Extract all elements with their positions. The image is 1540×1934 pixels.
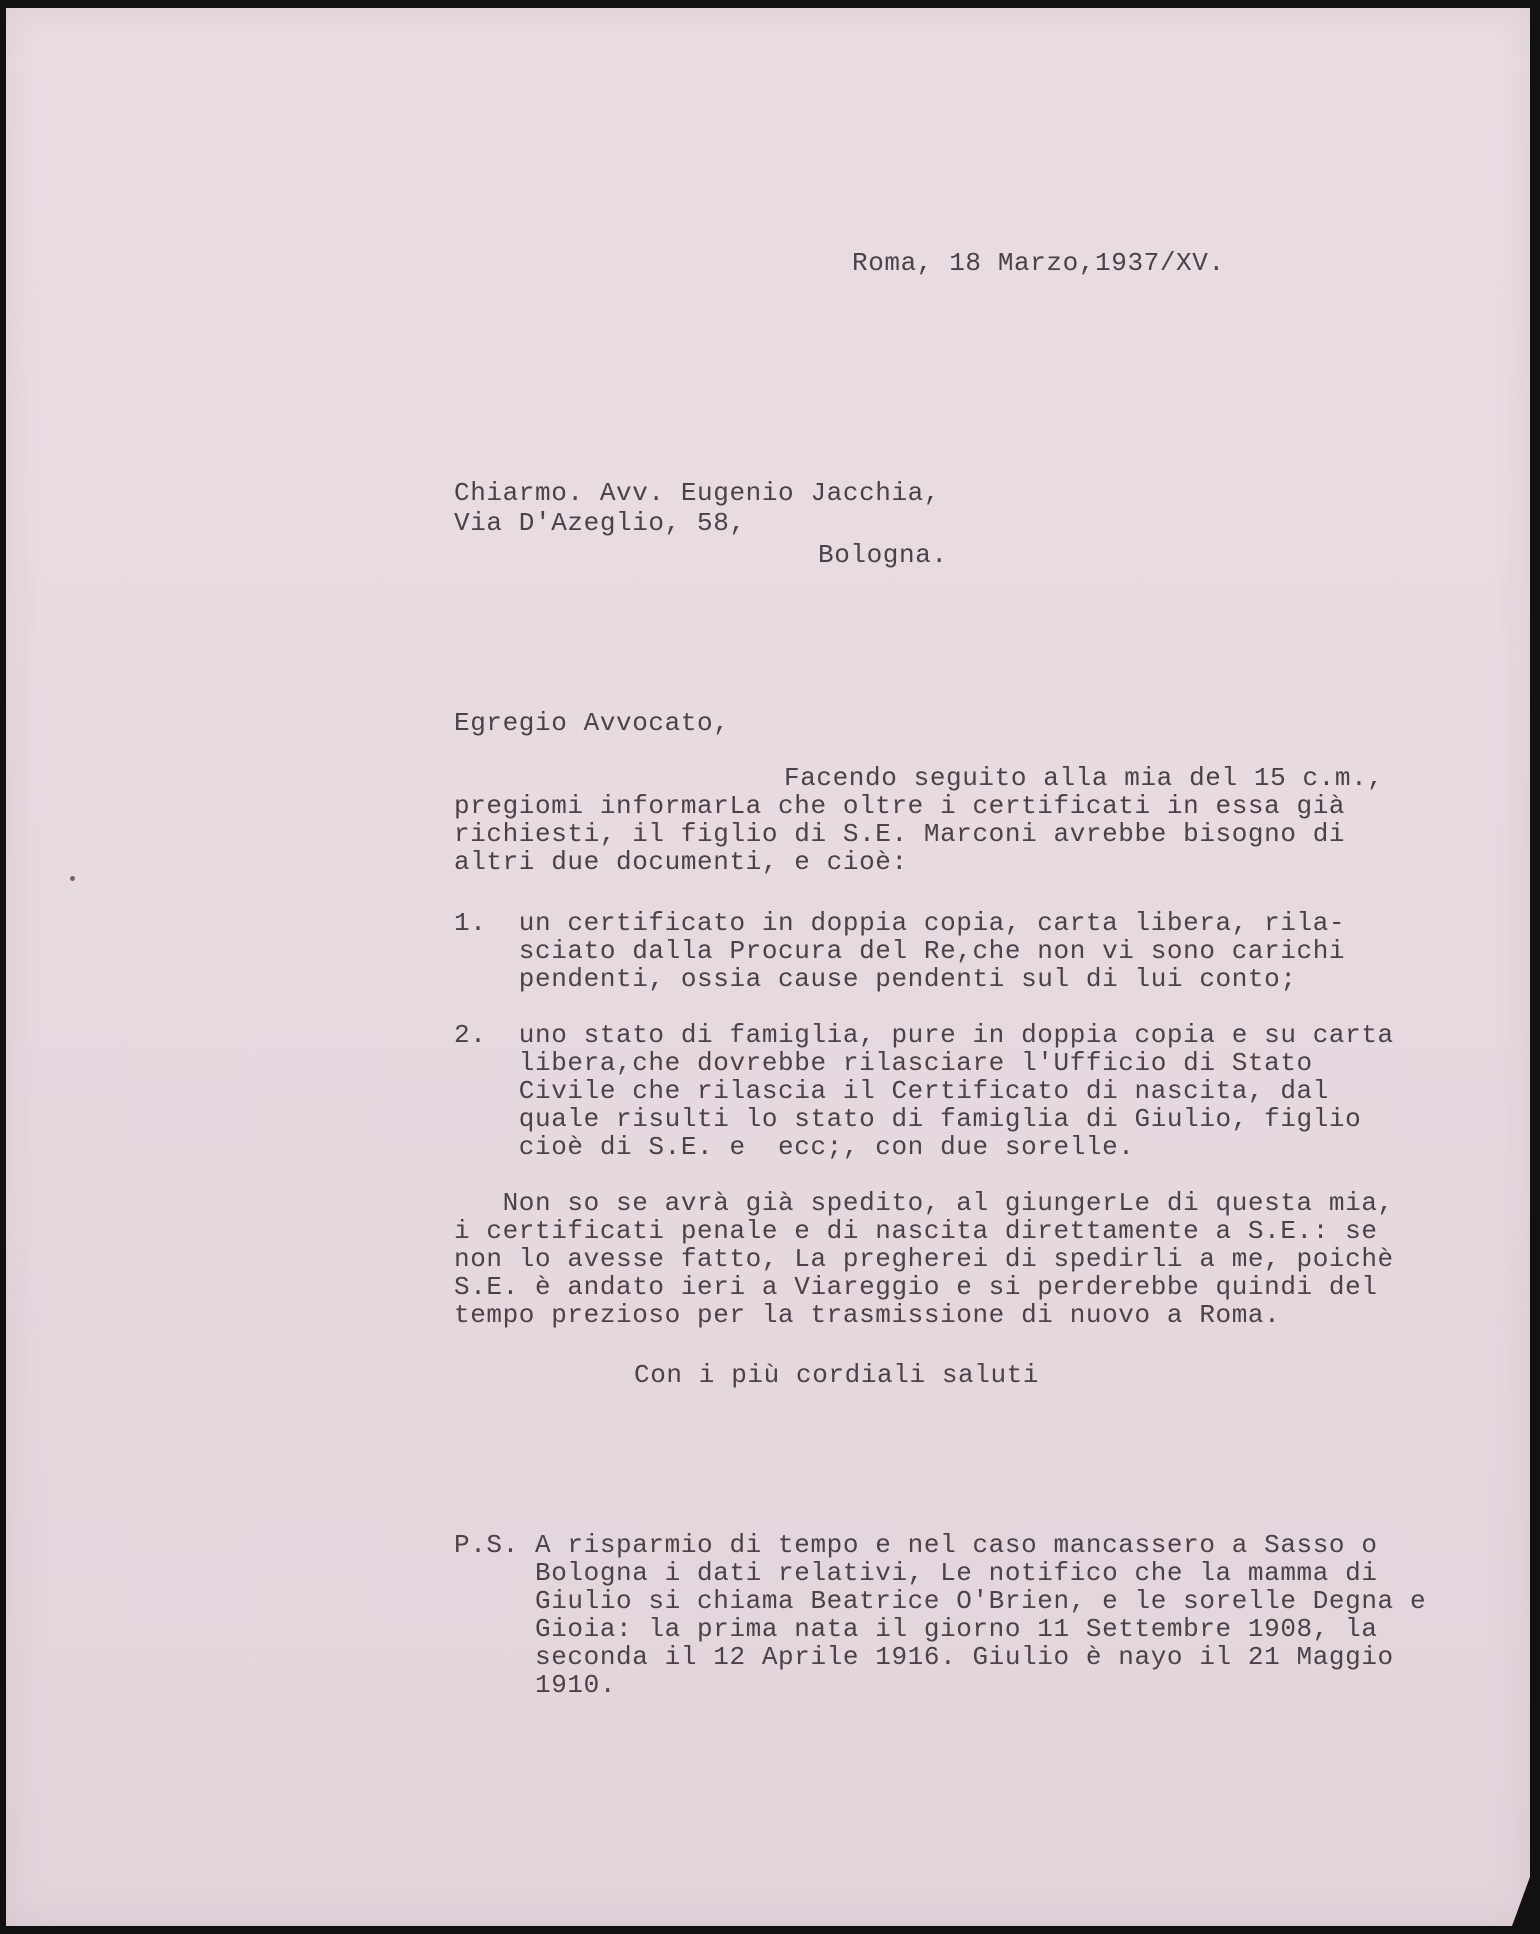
body-line: tempo prezioso per la trasmissione di nuovo a Roma.	[454, 1300, 1281, 1330]
item2-line: Civile che rilascia il Certificato di nascita, dal	[454, 1076, 1329, 1106]
address-line-street: Via D'Azeglio, 58,	[454, 508, 746, 538]
salutation: Egregio Avvocato,	[454, 708, 730, 738]
ps-line: P.S. A risparmio di tempo e nel caso mancassero a Sasso o	[454, 1530, 1378, 1560]
ps-line: seconda il 12 Aprile 1916. Giulio è nayo il 21 Maggio	[454, 1642, 1394, 1672]
address-line-name: Chiarmo. Avv. Eugenio Jacchia,	[454, 478, 941, 508]
item1-line: pendenti, ossia cause pendenti sul di lui conto;	[454, 964, 1297, 994]
closing: Con i più cordiali saluti	[634, 1360, 1040, 1390]
letter-page	[6, 8, 1530, 1926]
date-line: Roma, 18 Marzo,1937/XV.	[852, 248, 1225, 278]
ps-line: 1910.	[454, 1670, 617, 1700]
intro-line: richiesti, il figlio di S.E. Marconi avrebbe bisogno di	[454, 819, 1346, 849]
item2-line: quale risulti lo stato di famiglia di Giulio, figlio	[454, 1104, 1362, 1134]
ps-line: Bologna i dati relativi, Le notifico che la mamma di	[454, 1558, 1378, 1588]
page-corner-fold	[1512, 1866, 1534, 1926]
address-line-city: Bologna.	[818, 540, 948, 570]
body-line: non lo avesse fatto, La pregherei di spedirli a me, poichè	[454, 1244, 1394, 1274]
body-line: Non so se avrà già spedito, al giungerLe di questa mia,	[454, 1188, 1394, 1218]
item1-line: 1. un certificato in doppia copia, carta libera, rila-	[454, 908, 1346, 938]
paper-speck	[70, 876, 75, 881]
body-line: S.E. è andato ieri a Viareggio e si perderebbe quindi del	[454, 1272, 1378, 1302]
body-line: i certificati penale e di nascita direttamente a S.E.: se	[454, 1216, 1378, 1246]
item2-line: cioè di S.E. e ecc;, con due sorelle.	[454, 1132, 1135, 1162]
intro-line: Facendo seguito alla mia del 15 c.m.,	[784, 763, 1384, 793]
intro-line: pregiomi informarLa che oltre i certificati in essa già	[454, 791, 1346, 821]
item2-line: 2. uno stato di famiglia, pure in doppia copia e su carta	[454, 1020, 1394, 1050]
ps-line: Giulio si chiama Beatrice O'Brien, e le sorelle Degna e	[454, 1586, 1427, 1616]
item1-line: sciato dalla Procura del Re,che non vi sono carichi	[454, 936, 1346, 966]
intro-line: altri due documenti, e cioè:	[454, 847, 908, 877]
item2-line: libera,che dovrebbe rilasciare l'Ufficio di Stato	[454, 1048, 1313, 1078]
ps-line: Gioia: la prima nata il giorno 11 Settembre 1908, la	[454, 1614, 1378, 1644]
